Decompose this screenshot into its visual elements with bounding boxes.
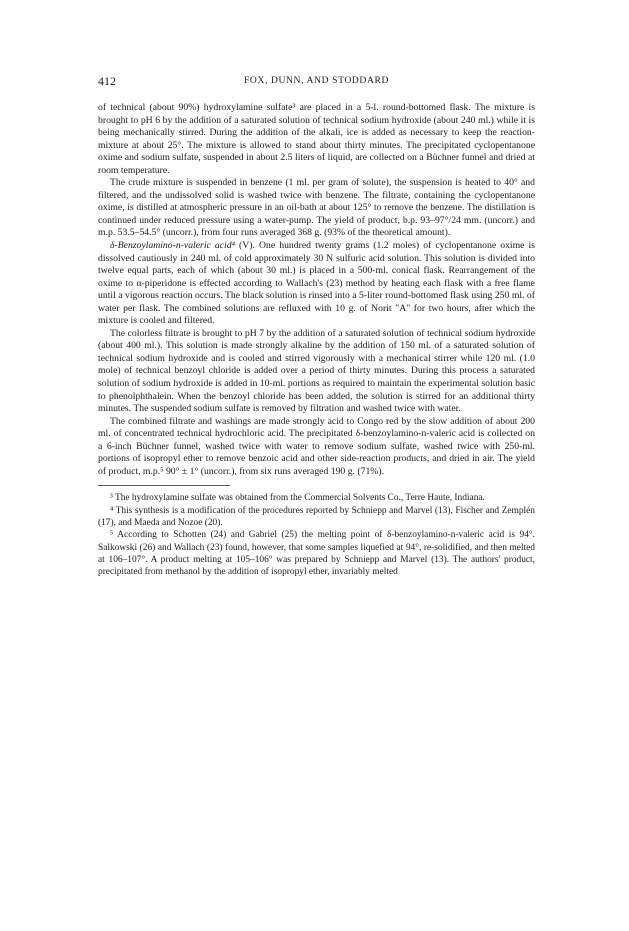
paragraph-benzoylamino-text: (V). One hundred twenty grams (1.2 moles) of cyclopentanone oxime is dissolved cautiously in 240 ml. of cold approximately 30 N sulfuric acid solution. This solution is divided into twelve equal parts, each of which (about 30 ml.) is placed in a 500-ml. conical flask. Rearrangement of the oxime to α-piperidone is effected according to Wallach's (23) method by heating each flask with a free flame until a vigorous reaction occurs. The black solution is rinsed into a 5-liter round-bottomed flask using 250 ml. of water per flask. The combined solutions are refluxed with 10 g. of Norit "A" for two hours, after which the mixture is cooled and filtered. (98, 240, 536, 327)
footnote-3: ³ The hydroxylamine sulfate was obtained from the Commercial Solvents Co., Terre Haute, Indiana. (110, 493, 485, 504)
footnote-5: ⁵ According to Schotten (24) and Gabriel (25) the melting point of δ-benzoylamino-n-valeric acid is 94°. Salkowski (26) and Wallach (23) found, however, that some samples liquefied at 94°, re-solidified, and then melted at 106–107°. A product melting at 105–106° was prepared by Schniepp and Marvel (13). The authors' product, precipitated from methanol by the addition of isopropyl ether, invariably melted (98, 530, 535, 578)
running-head (98, 74, 535, 88)
paragraph-continuation: of technical (about 90%) hydroxylamine sulfate³ are placed in a 5-l. round-bottomed flask. The mixture is brought to pH 6 by the addition of a saturated solution of technical sodium hydroxide (about 240 ml.) while it is being mechanically stirred. During the addition of the alkali, ice is added as necessary to keep the reaction-mixture at about 25°. The mixture is allowed to stand about thirty minutes. The precipitated cyclopentanone oxime and sodium sulfate, suspended in about 2.5 liters of liquid, are collected on a Büchner funnel and dried at room temperature. (98, 102, 535, 176)
footnotes (98, 492, 535, 578)
paragraph-combined-filtrate: The combined filtrate and washings are made strongly acid to Congo red by the slow addition of about 200 ml. of concentrated technical hydrochloric acid. The precipitated δ-benzoylamino-n-valeric acid is collected on a 6-inch Büchner funnel, washed twice with water to remove sodium sulfate, washed twice with 250-ml. portions of isopropyl ether to remove benzoic acid and other side-reaction products, and dried in air. The yield of product, m.p.⁵ 90° ± 1° (uncorr.), from six runs averaged 190 g. (71%). (98, 415, 535, 477)
section-subheading: δ-Benzoylamino-n-valeric acid⁴ (110, 240, 235, 252)
footnote-4: ⁴ This synthesis is a modification of the procedures reported by Schniepp and Marvel (13), Fischer and Zemplén (17), and Maeda and Nozoe (20). (98, 505, 535, 528)
page-number: 412 (98, 74, 116, 88)
footnote-divider (98, 485, 230, 486)
paragraph-benzoylamino (98, 240, 535, 328)
paragraph-colorless-filtrate: The colorless filtrate is brought to pH 7 by the addition of a saturated solution of technical sodium hydroxide (about 400 ml.). This solution is made strongly alkaline by the addition of 150 ml. of a saturated solution of technical sodium hydroxide and is cooled and stirred vigorously with a mechanical stirrer while 120 ml. (1.0 mole) of technical benzoyl chloride is added over a period of thirty minutes. During this process a saturated solution of sodium hydroxide is added in 10-ml. portions as required to maintain the experimental solution basic to phenolphthalein. When the benzoyl chloride has been added, the solution is stirred for an additional thirty minutes. The suspended sodium sulfate is removed by filtration and washed twice with water. (98, 327, 535, 415)
journal-page (98, 74, 535, 578)
header-authors: FOX, DUNN, AND STODDARD (243, 75, 389, 86)
body-text (98, 102, 535, 478)
paragraph-crude-mixture: The crude mixture is suspended in benzene (1 ml. per gram of solute), the suspension is heated to 40° and filtered, and the undissolved solid is washed twice with benzene. The filtrate, containing the cyclopentanone oxime, is distilled at atmospheric pressure in an oil-bath at about 125° to remove the benzene. The distillation is continued under reduced pressure using a water-pump. The yield of product, b.p. 93–97°/24 mm. (uncorr.) and m.p. 53.5–54.5° (uncorr.), from four runs averaged 368 g. (93% of the theoretical amount). (98, 177, 535, 239)
